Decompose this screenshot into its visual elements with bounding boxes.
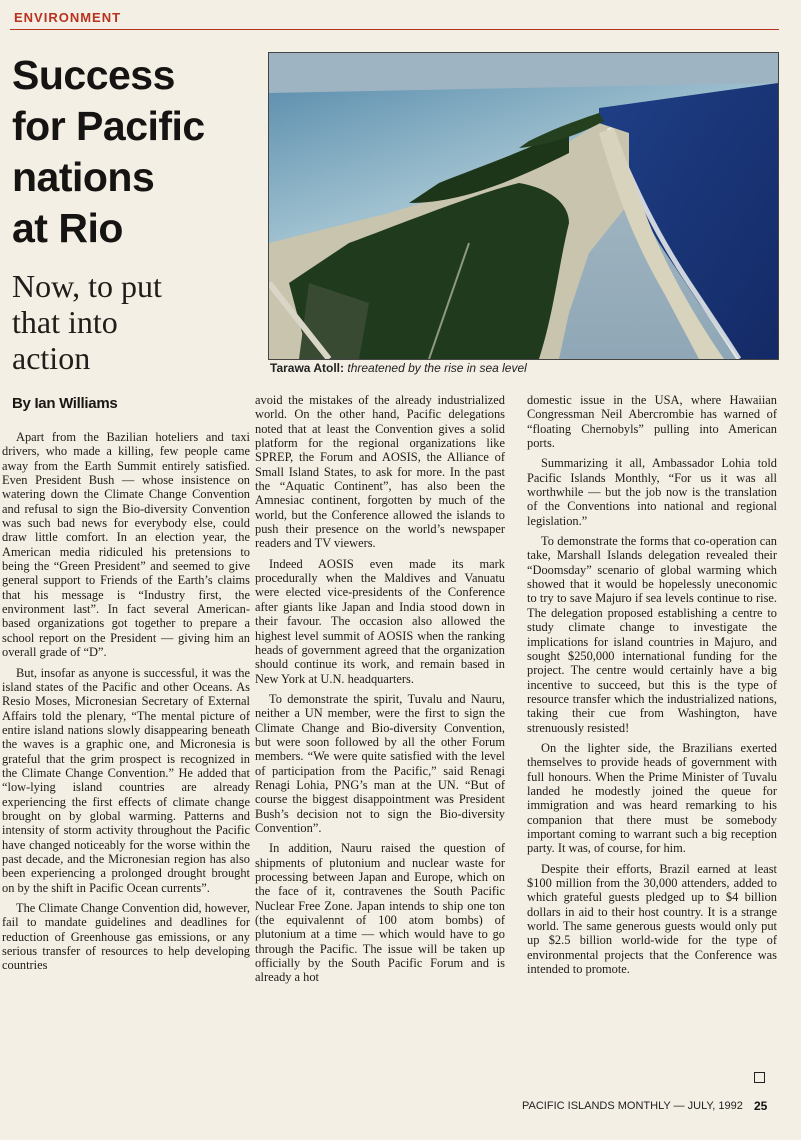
paragraph: domestic issue in the USA, where Hawaiian Congressman Neil Abercrombie has warned of “floating Chernobyls” pulling into American ports. [527,393,777,451]
section-rule [10,29,779,30]
caption-text: threatened by the rise in sea level [347,361,527,375]
article-column-1 [0,430,250,979]
headline-line: for Pacific [12,103,205,149]
end-of-article-icon [754,1072,765,1083]
paragraph: Despite their efforts, Brazil earned at least $100 million from the 30,000 attenders, added to which grateful guests pledged up to $4 billion dollars in aid to their host country. It is a strange world. The same generous guests would only put up $2.5 billion world-wide for the type of environmental projects that the Conference was intended to promote. [527,861,777,977]
byline: By Ian Williams [12,395,118,412]
headline-line: at Rio [12,205,123,251]
deck-line: action [12,340,91,376]
headline-line: Success [12,52,175,98]
paragraph: Summarizing it all, Ambassador Lohia told Pacific Islands Monthly, “For us it was all worthwhile — but the job now is the translation of the Conventions into national and regional legislation.” [527,456,777,528]
atoll-photo [268,52,779,360]
paragraph: To demonstrate the forms that co-operation can take, Marshall Islands delegation revealed their “Doomsday” scenario of global warming which showed that it would be hopelessly uneconomic to try to save Majuro if sea levels continue to rise. The delegation proposed establishing a centre to study climate change to investigate the implications for island countries in Majuro, and sought $250,000 international funding for the project. The centre would certainly have a big incentive to succeed, but this is the type of resource transfer which the industrialized nations, taking their cue from Washington, have strenuously resisted! [527,534,777,735]
paragraph: Apart from the Bazilian hoteliers and taxi drivers, who made a killing, few people came away from the Earth Summit entirely satisfied. Even President Bush — whose insistence on watering down the Climate Change Convention and refusal to sign the Bio-diversity Convention was such bad news for everybody else, could draw little comfort. In an election year, the American media ridiculed his pretensions to being the “Green President” and seemed to give general support to Friends of the Earth’s claims that his message is “Industry first, the environment last”. In fact several American-based organizations got together to prepare a school report on the President — giving him an overall grade of “D”. [2,430,250,660]
paragraph: The Climate Change Convention did, however, fail to mandate guidelines and deadlines for reduction of Greenhouse gas emissions, or any serious transfer of resources to help developing countries [2,901,250,973]
paragraph: On the lighter side, the Brazilians exerted themselves to provide heads of government with full honours. When the Prime Minister of Tuvalu landed he modestly joined the queue for immigration and was heard remarking to his companion that there must be somebody important coming to warrant such a big reception party. It was, of course, for him. [527,740,777,856]
paragraph: But, insofar as anyone is successful, it was the island states of the Pacific and other Oceans. As Resio Moses, Micronesian Secretary of External Affairs told the plenary, “The mental picture of entire island nations slowly disappearing beneath the waves is a graphic one, and Micronesia is grateful that the grim prospect is recognized in the Climate Change Convention.” He added that “low-lying island countries are already experiencing the first effects of climate change brought on by global warming. Patterns and intensity of storm activity throughout the Pacific have changed noticeably for the worse within the past decade, and the Micronesian region has also been experiencing a prolonged drought brought on by the shift in Pacific Ocean currents”. [2,665,250,895]
photo-caption [270,361,780,375]
article-column-3 [527,393,777,982]
deck-subheadline [12,268,262,376]
headline-line: nations [12,154,155,200]
footer-publication: PACIFIC ISLANDS MONTHLY — JULY, 1992 [522,1100,743,1112]
caption-label: Tarawa Atoll: [270,361,345,375]
paragraph: avoid the mistakes of the already industrialized world. On the other hand, Pacific delegations noted that at least the Convention gives a solid platform for the regional organizations like SPREP, the Forum and AOSIS, the Alliance of Small Island States, to ask for more. In the past the “Aquatic Continent”, has also been the Amnesiac continent, forgotten by much of the world, but the Conference allowed the islands to push their presence on the world’s newspaper readers and TV viewers. [255,393,505,551]
paragraph: To demonstrate the spirit, Tuvalu and Nauru, neither a UN member, were the first to sign the Climate Change and Bio-diversity Convention, but were soon followed by all the other Forum members. “We were quite satisfied with the level of participation from the Pacific,” said Renagi Renagi Lohia, PNG’s man at the UN. “But of course the biggest disappointment was President Bush’s decision not to sign the Bio-diversity Convention”. [255,691,505,835]
paragraph: Indeed AOSIS even made its mark procedurally when the Maldives and Vanuatu were elected vice-presidents of the Conference after giants like Japan and India stood down in their favour. The occasion also allowed the highest level summit of AOSIS when the ranking heads of government agreed that the organization should continue its work, and remain based in New York at U.N. headquarters. [255,556,505,686]
page-number: 25 [754,1099,768,1113]
paragraph: In addition, Nauru raised the question of shipments of plutonium and nuclear waste for processing between Japan and Europe, which on the face of it, contravenes the South Pacific Nuclear Free Zone. Japan intends to ship one ton (the equivalennt of 100 atom bombs) of plutonium at a time — which would have to go through the Pacific. The issue will be taken up officially by the South Pacific Forum and is already a hot [255,841,505,985]
headline [12,50,262,254]
deck-line: that into [12,304,118,340]
section-label: ENVIRONMENT [14,10,122,25]
aerial-atoll-photo-icon [269,53,778,359]
article-column-2 [255,393,505,991]
deck-line: Now, to put [12,268,162,304]
